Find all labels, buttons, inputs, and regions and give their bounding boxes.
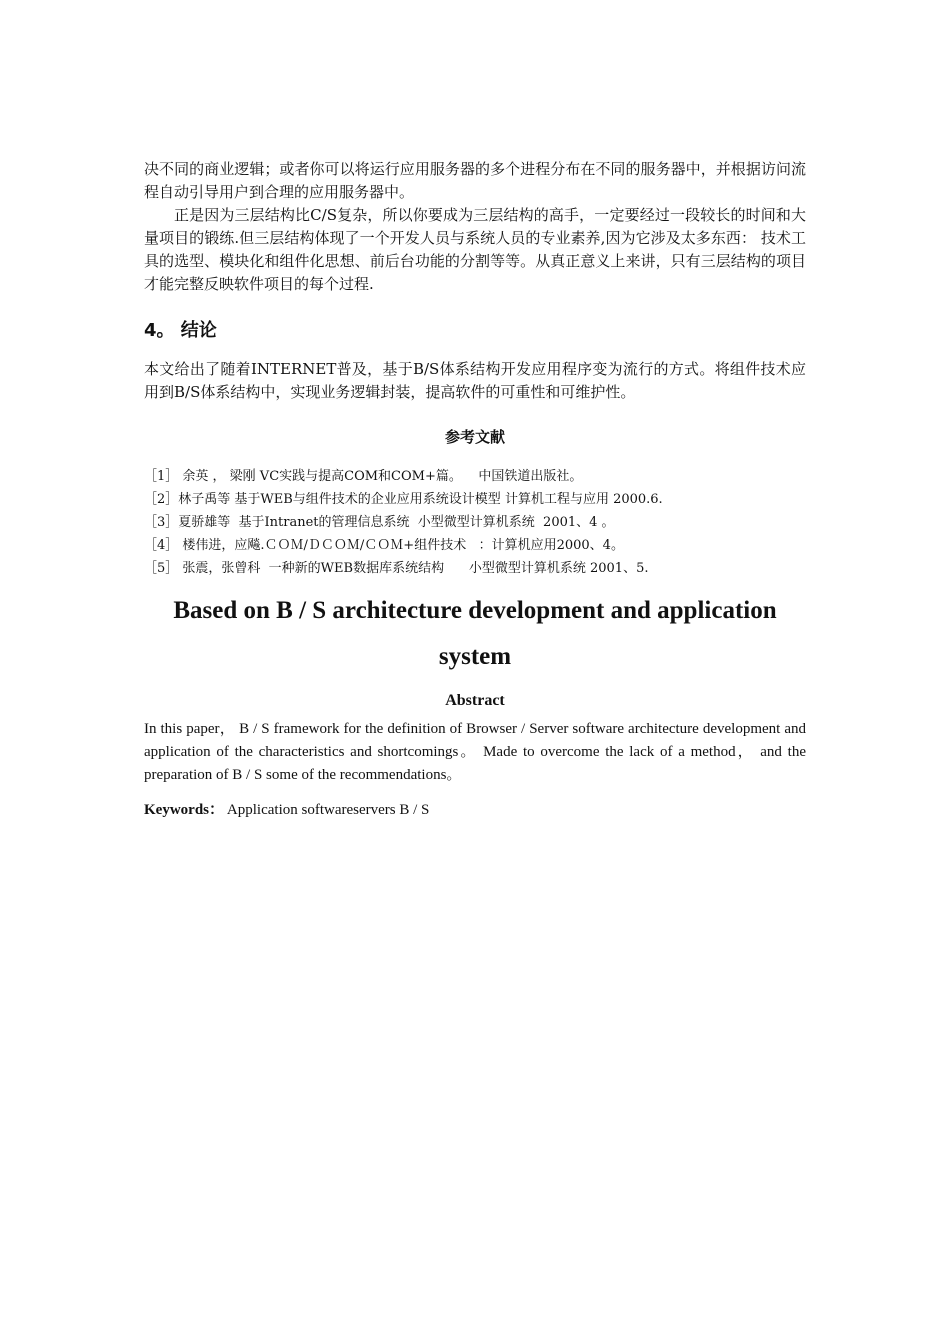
english-title: Based on B / S architecture development and application system bbox=[173, 597, 777, 670]
keywords-text: Application softwareservers B / S bbox=[224, 802, 430, 818]
conclusion-paragraph: 本文给出了随着INTERNET普及，基于B/S体系结构开发应用程序变为流行的方式。将组件技术应用到B/S体系结构中，实现业务逻辑封装，提高软件的可重性和可维护性。 bbox=[144, 360, 806, 401]
references-title: 参考文献 bbox=[444, 428, 505, 446]
reference-item-4: ［4］ 楼伟进，应飚.ＣＯＭ/ＤＣＯＭ/ＣＯＭ+组件技术 ：计算机应用2000、4。 bbox=[144, 538, 624, 553]
references-list bbox=[144, 465, 806, 580]
body-paragraph-1: 决不同的商业逻辑；或者你可以将运行应用服务器的多个进程分布在不同的服务器中，并根据访问流程自动引导用户到合理的应用服务器中。 bbox=[144, 160, 806, 201]
document-page bbox=[144, 158, 806, 822]
reference-item-5: ［5］ 张震，张曾科 一种新的WEB数据库系统结构 小型微型计算机系统 2001、5. bbox=[144, 561, 649, 576]
keywords-label: Keywords： bbox=[144, 802, 224, 818]
reference-item-1: ［1］ 余英 ， 梁刚 VC实践与提高COM和COM+篇。 中国铁道出版社。 bbox=[144, 469, 583, 484]
body-paragraph-2: 正是因为三层结构比C/S复杂，所以你要成为三层结构的高手，一定要经过一段较长的时间和大量项目的锻练.但三层结构体现了一个开发人员与系统人员的专业素养,因为它涉及太多东西： 技术工具的选型、模块化和组件化思想、前后台功能的分割等等。从真正意义上来讲，只有三层结构的项目才能完整反映软件项目的每个过程. bbox=[144, 206, 806, 293]
section-4-heading: 4。 结论 bbox=[144, 320, 217, 341]
keywords-line bbox=[144, 799, 806, 822]
abstract-heading: Abstract bbox=[445, 692, 505, 709]
reference-item-2: ［2］林子禹等 基于WEB与组件技术的企业应用系统设计模型 计算机工程与应用 2000.6. bbox=[144, 492, 663, 507]
abstract-paragraph: In this paper， B / S framework for the definition of Browser / Server software architecture development and application of the characteristics and shortcomings。 Made to overcome the lack of a method， and the preparation of B / S some of the recommendations。 bbox=[144, 721, 806, 783]
reference-item-3: ［3］夏骄雄等 基于Intranet的管理信息系统 小型微型计算机系统 2001、4 。 bbox=[144, 515, 615, 530]
